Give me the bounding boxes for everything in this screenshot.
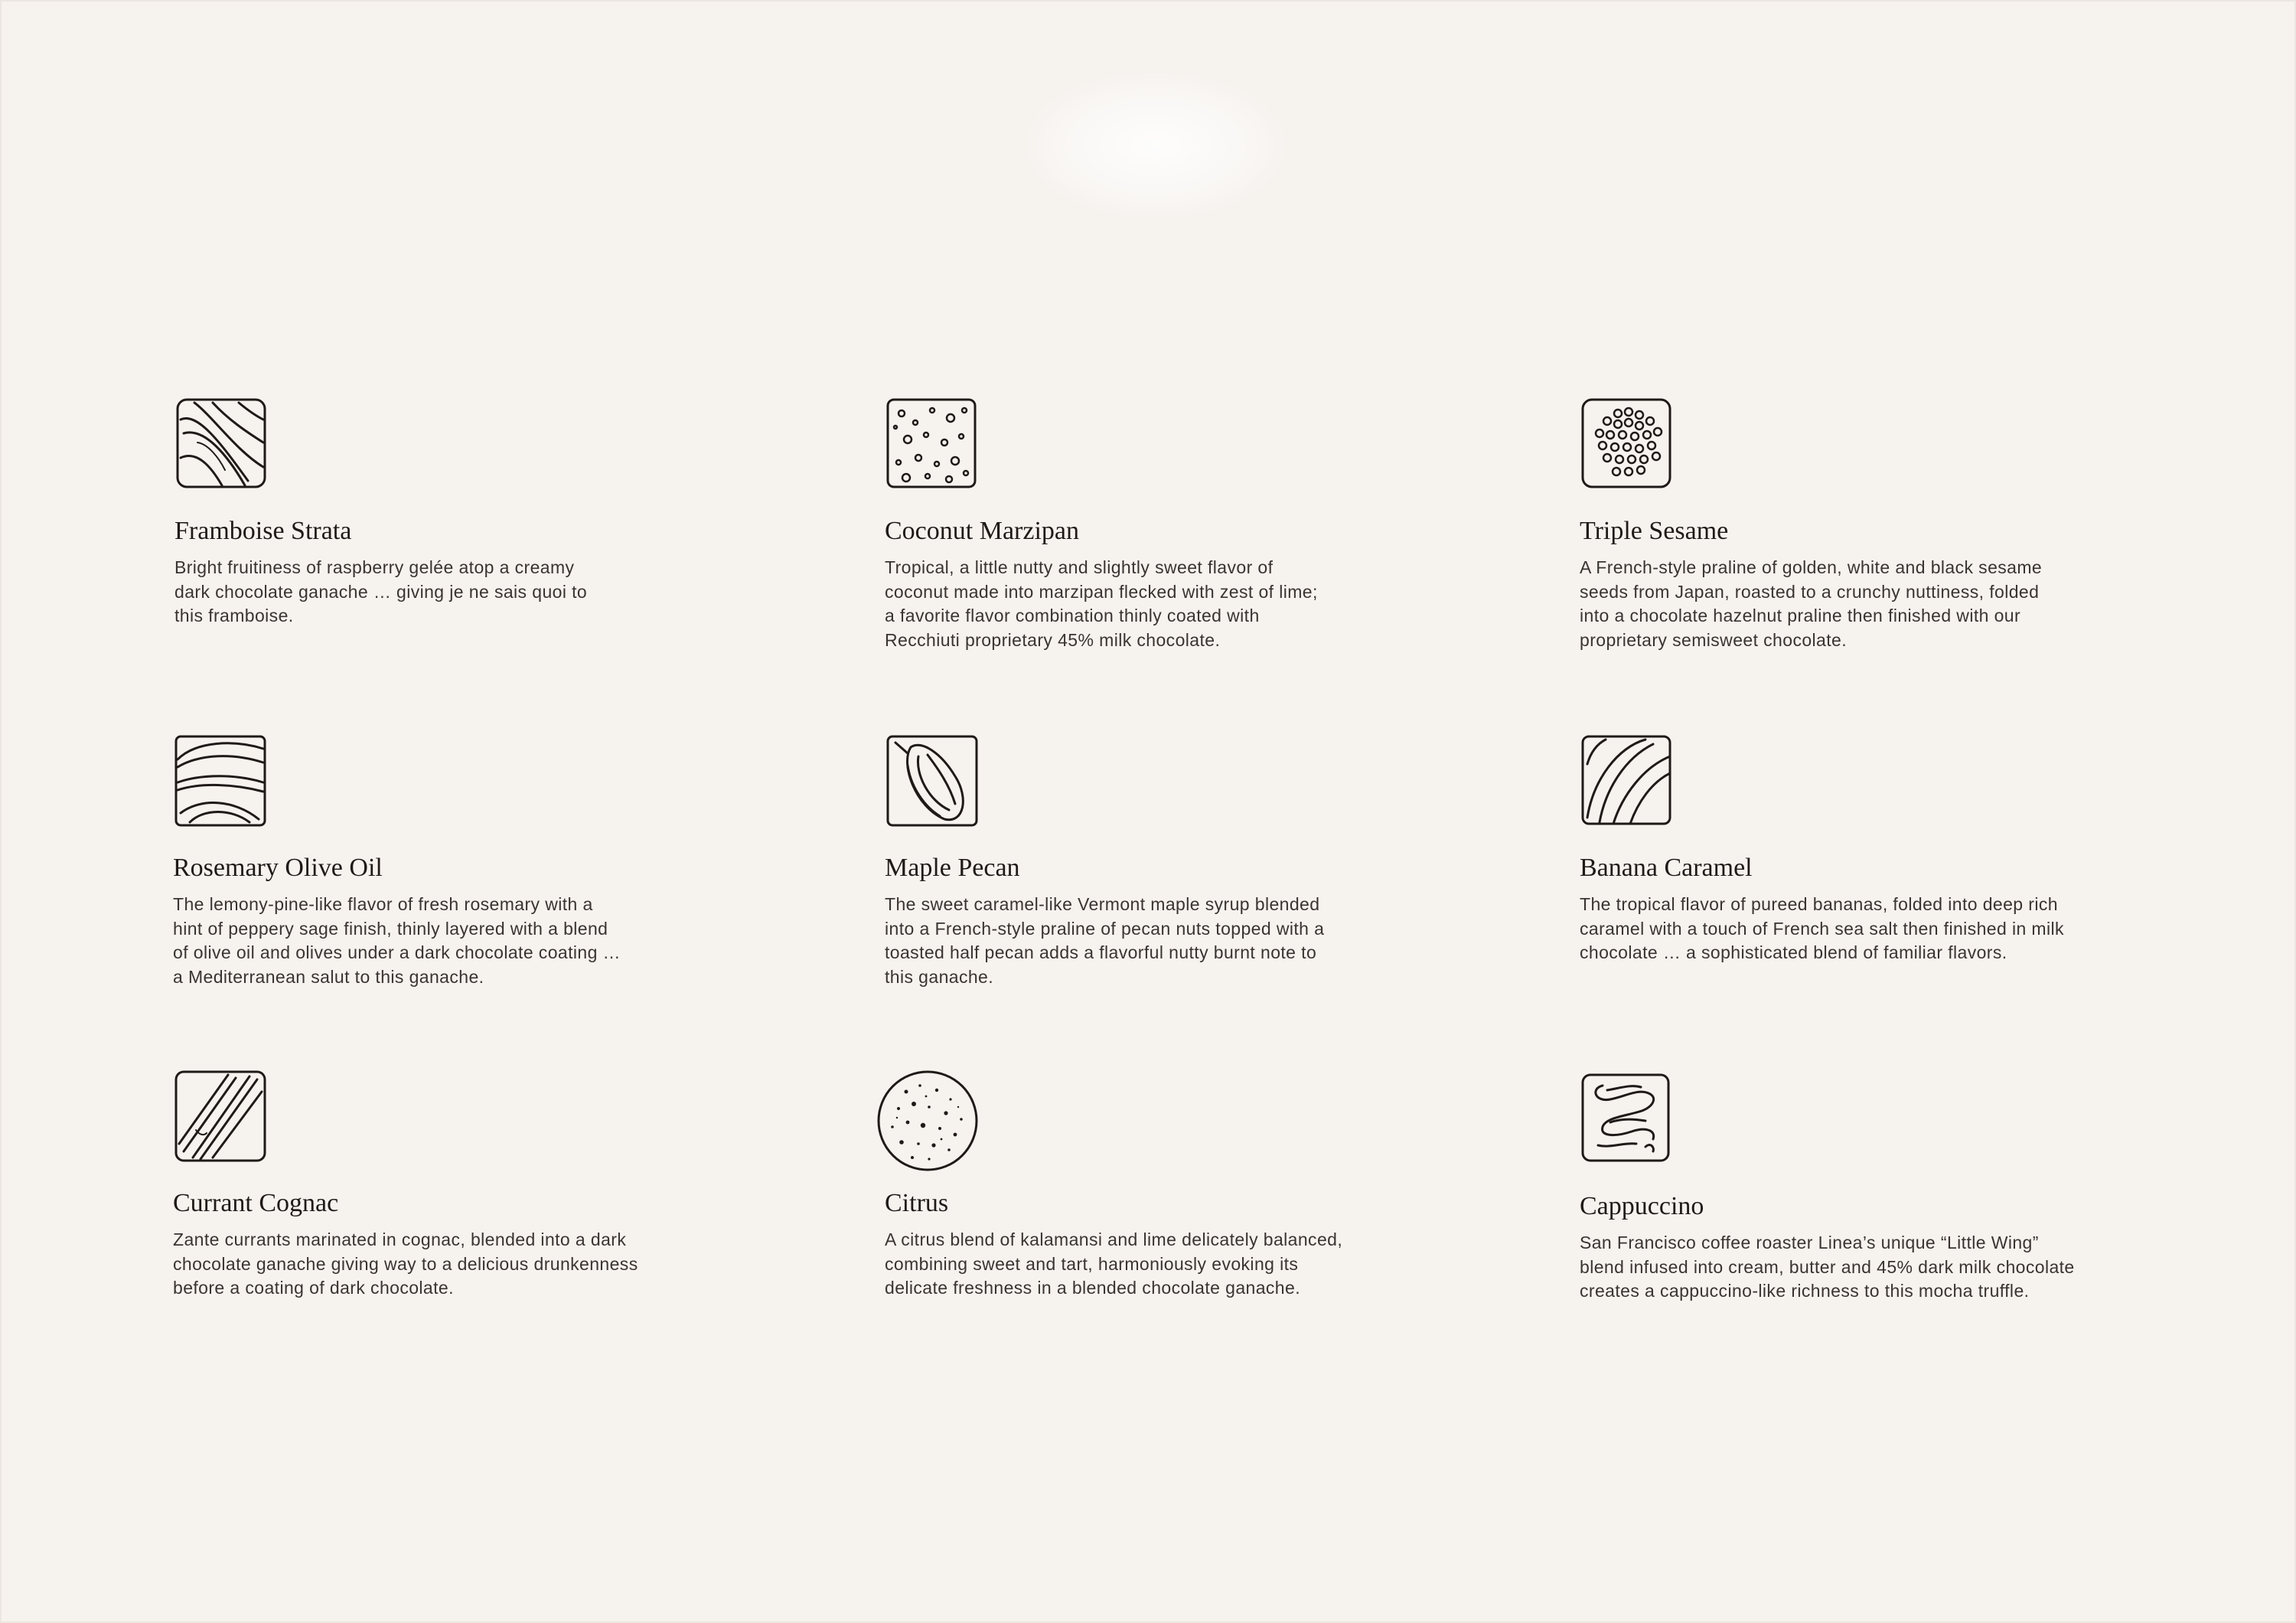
rosemary-olive-oil-icon <box>173 733 268 828</box>
chocolate-title: Maple Pecan <box>885 854 1020 882</box>
chocolate-title: Citrus <box>885 1189 949 1217</box>
brand-logo <box>1026 73 1286 218</box>
chocolate-title: Rosemary Olive Oil <box>173 854 383 882</box>
framboise-strata-icon <box>174 397 269 491</box>
chocolate-title: Currant Cognac <box>173 1189 339 1217</box>
chocolate-title: Cappuccino <box>1580 1192 1704 1220</box>
chocolate-description: San Francisco coffee roaster Linea’s unique “Little Wing” blend infused into cream, butter and 45% dark milk chocolate creates a cappuccino-like richness to this mocha truffle. <box>1580 1233 2075 1301</box>
chocolate-title: Triple Sesame <box>1580 517 1729 545</box>
banana-caramel-icon <box>1580 733 1675 828</box>
cappuccino-icon <box>1580 1072 1675 1167</box>
chocolate-description: A French-style praline of golden, white and black sesame seeds from Japan, roasted to a crunchy nuttiness, folded into a chocolate hazelnut praline then finished with our proprietary semisweet chocolate. <box>1580 557 2043 650</box>
chocolate-description: The sweet caramel-like Vermont maple syrup blended into a French-style praline of pecan nuts topped with a toasted half pecan adds a flavorful nutty burnt note to this ganache. <box>885 894 1325 987</box>
maple-pecan-icon <box>885 733 980 828</box>
chocolate-description: Zante currants marinated in cognac, blended into a dark chocolate ganache giving way to a delicious drunkenness before a coating of dark chocolate. <box>173 1229 638 1298</box>
chocolate-description: The lemony-pine-like flavor of fresh rosemary with a hint of peppery sage finish, thinly layered with a blend of olive oil and olives under a dark chocolate coating … a Mediterranean salut to this ganache. <box>173 894 621 987</box>
citrus-icon <box>876 1069 980 1173</box>
currant-cognac-icon <box>173 1069 268 1164</box>
coconut-marzipan-icon <box>885 397 980 491</box>
chocolate-title: Coconut Marzipan <box>885 517 1079 545</box>
chocolate-description: The tropical flavor of pureed bananas, folded into deep rich caramel with a touch of French sea salt then finished in milk chocolate … a sophisticated blend of familiar flavors. <box>1580 894 2064 962</box>
chocolate-title: Framboise Strata <box>174 517 352 545</box>
chocolate-title: Banana Caramel <box>1580 854 1753 882</box>
chocolate-description: A citrus blend of kalamansi and lime delicately balanced, combining sweet and tart, harmoniously evoking its delicate freshness in a blended chocolate ganache. <box>885 1229 1343 1298</box>
chocolate-description: Tropical, a little nutty and slightly sweet flavor of coconut made into marzipan flecked with zest of lime; a favorite flavor combination thinly coated with Recchiuti proprietary 45% milk chocolate. <box>885 557 1318 650</box>
chocolate-description: Bright fruitiness of raspberry gelée atop a creamy dark chocolate ganache … giving je ne sais quoi to this framboise. <box>174 557 588 625</box>
triple-sesame-icon <box>1580 397 1675 491</box>
